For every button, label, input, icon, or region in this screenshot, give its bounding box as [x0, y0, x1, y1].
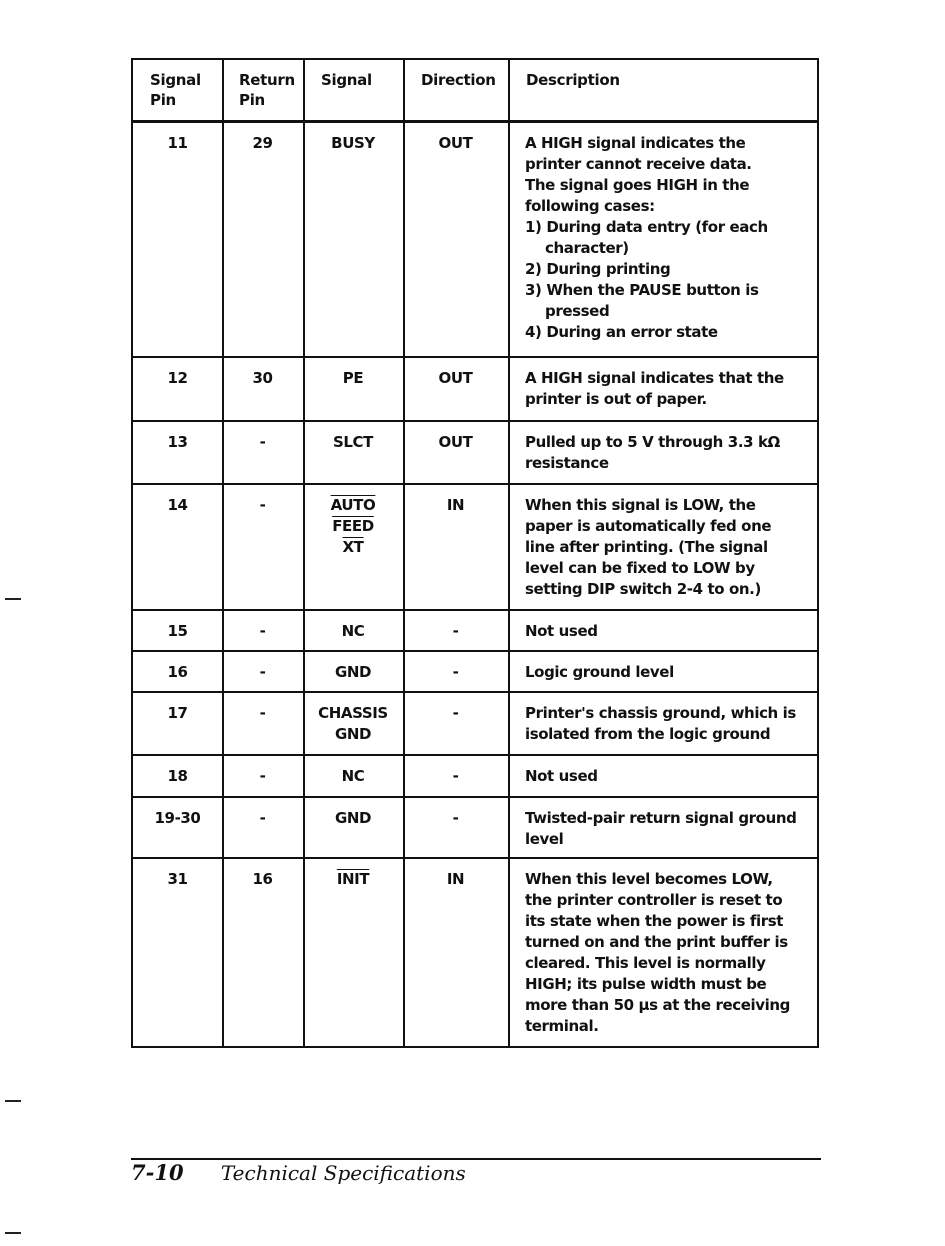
direction: -	[452, 704, 459, 722]
direction: -	[452, 809, 459, 827]
signal-name: INIT	[336, 870, 370, 888]
signal-name: GND	[334, 663, 372, 681]
header-rule	[133, 120, 817, 123]
row-rule	[133, 857, 817, 859]
direction: OUT	[438, 433, 473, 451]
description: Printer's chassis ground, which is isolated from the logic ground	[525, 704, 796, 743]
signal-name: NC	[341, 767, 365, 785]
signal-name: PE	[342, 369, 364, 387]
signal-pin: 12	[167, 369, 188, 387]
description: Twisted-pair return signal ground level	[525, 809, 797, 848]
return-pin: 29	[252, 134, 273, 152]
page-number: 7-10	[131, 1160, 184, 1185]
signal-name: SLCT	[332, 433, 373, 451]
row-rule	[133, 609, 817, 611]
return-pin: -	[259, 433, 266, 451]
column-divider	[403, 60, 405, 1048]
margin-mark	[5, 1100, 21, 1102]
signal-pin: 14	[167, 496, 188, 514]
row-rule	[133, 420, 817, 422]
row-rule	[133, 796, 817, 798]
direction: OUT	[438, 134, 473, 152]
column-divider	[222, 60, 224, 1048]
direction: -	[452, 622, 459, 640]
description: Logic ground level	[525, 663, 674, 681]
row-rule	[133, 754, 817, 756]
return-pin: -	[259, 704, 266, 722]
header-description: Description	[526, 71, 620, 89]
signal-pin: 15	[167, 622, 188, 640]
header-return-pin: Return Pin	[239, 71, 295, 109]
return-pin: -	[259, 809, 266, 827]
page-footer	[131, 1160, 466, 1185]
description: When this signal is LOW, the paper is automatically fed one line after printing. (The signal level can be fixed to LOW by setting DIP switch 2-4 to on.)	[525, 496, 772, 598]
signal-name: BUSY	[331, 134, 375, 152]
description: A HIGH signal indicates the printer cannot receive data. The signal goes HIGH in the following cases: 1) During data entry (for each character) 2) During printing 3) When the PAUSE button is pressed 4) During an error state	[525, 134, 768, 341]
section-title: Technical Specifications	[220, 1161, 466, 1185]
description: Not used	[525, 767, 598, 785]
signal-pin: 17	[167, 704, 188, 722]
row-rule	[133, 356, 817, 358]
signal-pin: 13	[167, 433, 188, 451]
signal-pin: 31	[167, 870, 188, 888]
direction: IN	[446, 496, 465, 514]
table-bottom-rule	[133, 1046, 817, 1048]
row-rule	[133, 483, 817, 485]
signal-pin: 16	[167, 663, 188, 681]
description: Pulled up to 5 V through 3.3 kΩ resistance	[525, 433, 780, 472]
direction: -	[452, 767, 459, 785]
description: A HIGH signal indicates that the printer is out of paper.	[525, 369, 784, 408]
signal-pin: 18	[167, 767, 188, 785]
header-signal-pin: Signal Pin	[150, 71, 201, 109]
signal-name: GND	[334, 809, 372, 827]
direction: IN	[446, 870, 465, 888]
return-pin: 16	[252, 870, 273, 888]
return-pin: 30	[252, 369, 273, 387]
return-pin: -	[259, 663, 266, 681]
row-rule	[133, 691, 817, 693]
return-pin: -	[259, 622, 266, 640]
return-pin: -	[259, 496, 266, 514]
signal-name: NC	[341, 622, 365, 640]
margin-mark	[5, 1232, 21, 1234]
margin-mark	[5, 598, 21, 600]
parallel-interface-signal-table	[131, 58, 819, 1048]
column-divider	[508, 60, 510, 1048]
signal-pin: 19-30	[154, 809, 201, 827]
description: Not used	[525, 622, 598, 640]
header-direction: Direction	[421, 71, 496, 89]
signal-name: AUTO FEED $\overline{XT}$	[330, 496, 376, 556]
signal-pin: 11	[167, 134, 188, 152]
return-pin: -	[259, 767, 266, 785]
header-signal: Signal	[321, 71, 372, 89]
signal-name: CHASSIS GND	[318, 704, 388, 743]
direction: -	[452, 663, 459, 681]
direction: OUT	[438, 369, 473, 387]
row-rule	[133, 650, 817, 652]
description: When this level becomes LOW, the printer controller is reset to its state when the power is first turned on and the print buffer is cleared. This level is normally HIGH; its pulse width must be more than 50 µs at the receiving terminal.	[525, 870, 790, 1035]
